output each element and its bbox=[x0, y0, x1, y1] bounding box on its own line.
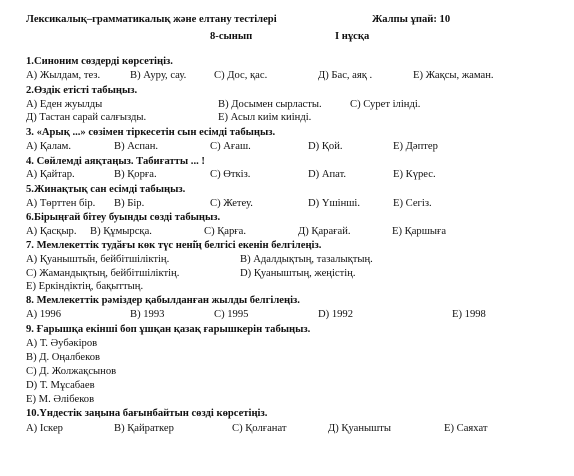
option-b: В) Д. Оңалбеков bbox=[26, 352, 101, 363]
question-9: 9. Ғарышқа екінші боп ұшқан қазақ ғарышкерін табыңыз. bbox=[26, 324, 311, 335]
option-d: D) Апат. bbox=[308, 169, 347, 180]
option-a: А) Т. Әубәкіров bbox=[26, 338, 98, 349]
option-e: Е) Қаршыға bbox=[392, 226, 447, 237]
option-e: Е) Сегіз. bbox=[393, 198, 432, 209]
option-c: С) Жамандықтың, бейбітшіліктің. bbox=[26, 268, 180, 279]
option-d: Д) Тастан сарай салғызды. bbox=[26, 112, 147, 123]
question-8: 8. Мемлекеттік рәміздер қабылданған жылды белгілеңіз. bbox=[26, 295, 300, 306]
option-b: В) Адалдықтың, тазалықтың. bbox=[240, 254, 373, 265]
option-b: В) Құмырсқа. bbox=[90, 226, 152, 237]
option-a: А) Еден жуылды bbox=[26, 99, 103, 110]
option-a: А) Қайтар. bbox=[26, 169, 75, 180]
test-title: Лексикалық–грамматикалық және елтану тестілері bbox=[26, 14, 277, 25]
variant-label: І нұсқа bbox=[335, 31, 370, 42]
option-e: Е) Дәптер bbox=[393, 141, 438, 152]
option-c: С) Д. Жолжақсынов bbox=[26, 366, 117, 377]
option-c: С) Қолғанат bbox=[232, 423, 287, 434]
option-e: Е) Асыл киім киінді. bbox=[218, 112, 312, 123]
option-c: С) Сурет ілінді. bbox=[350, 99, 421, 110]
option-a: А) 1996 bbox=[26, 309, 62, 320]
question-7: 7. Мемлекеттік тудӑғы көк түс нені̆ң белгісі екенін белгілеңіз. bbox=[26, 240, 322, 251]
option-a: А) Қалам. bbox=[26, 141, 72, 152]
option-d: D) Үшінші. bbox=[308, 198, 360, 209]
option-d: D) 1992 bbox=[318, 309, 354, 320]
option-e: Е) 1998 bbox=[452, 309, 486, 320]
option-d: Д) Қарағай. bbox=[298, 226, 351, 237]
option-c: С) 1995 bbox=[214, 309, 249, 320]
option-d: D) Т. Мұсабаев bbox=[26, 380, 95, 391]
option-a: А) Іскер bbox=[26, 423, 63, 434]
option-c: С) Ағаш. bbox=[210, 141, 251, 152]
question-4: 4. Сөйлемді аяқтаңыз. Табиғатты ... ! bbox=[26, 156, 205, 167]
option-b: В) Досымен сырласты. bbox=[218, 99, 322, 110]
option-d: Д) Бас, аяқ . bbox=[318, 70, 373, 81]
question-6: 6.Бірыңғай бітеу буынды сөзді табыңыз. bbox=[26, 212, 221, 223]
total-score: Жалпы ұпай: 10 bbox=[372, 14, 451, 25]
option-d: Д) Қуанышты bbox=[328, 423, 392, 434]
option-b: В) Қайраткер bbox=[114, 423, 174, 434]
option-d: D) Қуаныштың, жеңістің. bbox=[240, 268, 356, 279]
option-e: Е) М. Әлібеков bbox=[26, 394, 95, 405]
question-1: 1.Синоним сөздерді көрсетіңіз. bbox=[26, 56, 173, 67]
question-2: 2.Өздік етісті табыңыз. bbox=[26, 85, 138, 96]
question-3: 3. «Арық ...» сөзімен тіркесетін сын есімді табыңыз. bbox=[26, 127, 276, 138]
option-c: С) Жетеу. bbox=[210, 198, 253, 209]
option-e: Е) Саяхат bbox=[444, 423, 488, 434]
option-a: А) Төрттен бір. bbox=[26, 198, 96, 209]
grade-label: 8-сынып bbox=[210, 31, 253, 42]
option-a: А) Қуанышты̆н, бейбітшіліктің. bbox=[26, 254, 170, 265]
option-a: А) Қасқыр. bbox=[26, 226, 77, 237]
option-b: В) Бір. bbox=[114, 198, 145, 209]
option-c: С) Дос, қас. bbox=[214, 70, 268, 81]
option-b: В) Ауру, сау. bbox=[130, 70, 187, 81]
question-5: 5.Жинақтық сан есімді табыңыз. bbox=[26, 184, 186, 195]
option-e: Е) Жақсы, жаман. bbox=[413, 70, 494, 81]
option-e: Е) Күрес. bbox=[393, 169, 436, 180]
option-b: В) 1993 bbox=[130, 309, 165, 320]
option-a: А) Жылдам, тез. bbox=[26, 70, 101, 81]
option-c: С) Қарға. bbox=[204, 226, 247, 237]
option-e: Е) Еркіндіктің, бақыттың. bbox=[26, 281, 144, 292]
option-b: В) Қорға. bbox=[114, 169, 157, 180]
option-b: В) Аспан. bbox=[114, 141, 159, 152]
question-10: 10.Үндестік заңына бағынбайтын сөзді көрсетіңіз. bbox=[26, 408, 268, 419]
option-d: D) Қой. bbox=[308, 141, 343, 152]
option-c: С) Өткіз. bbox=[210, 169, 251, 180]
